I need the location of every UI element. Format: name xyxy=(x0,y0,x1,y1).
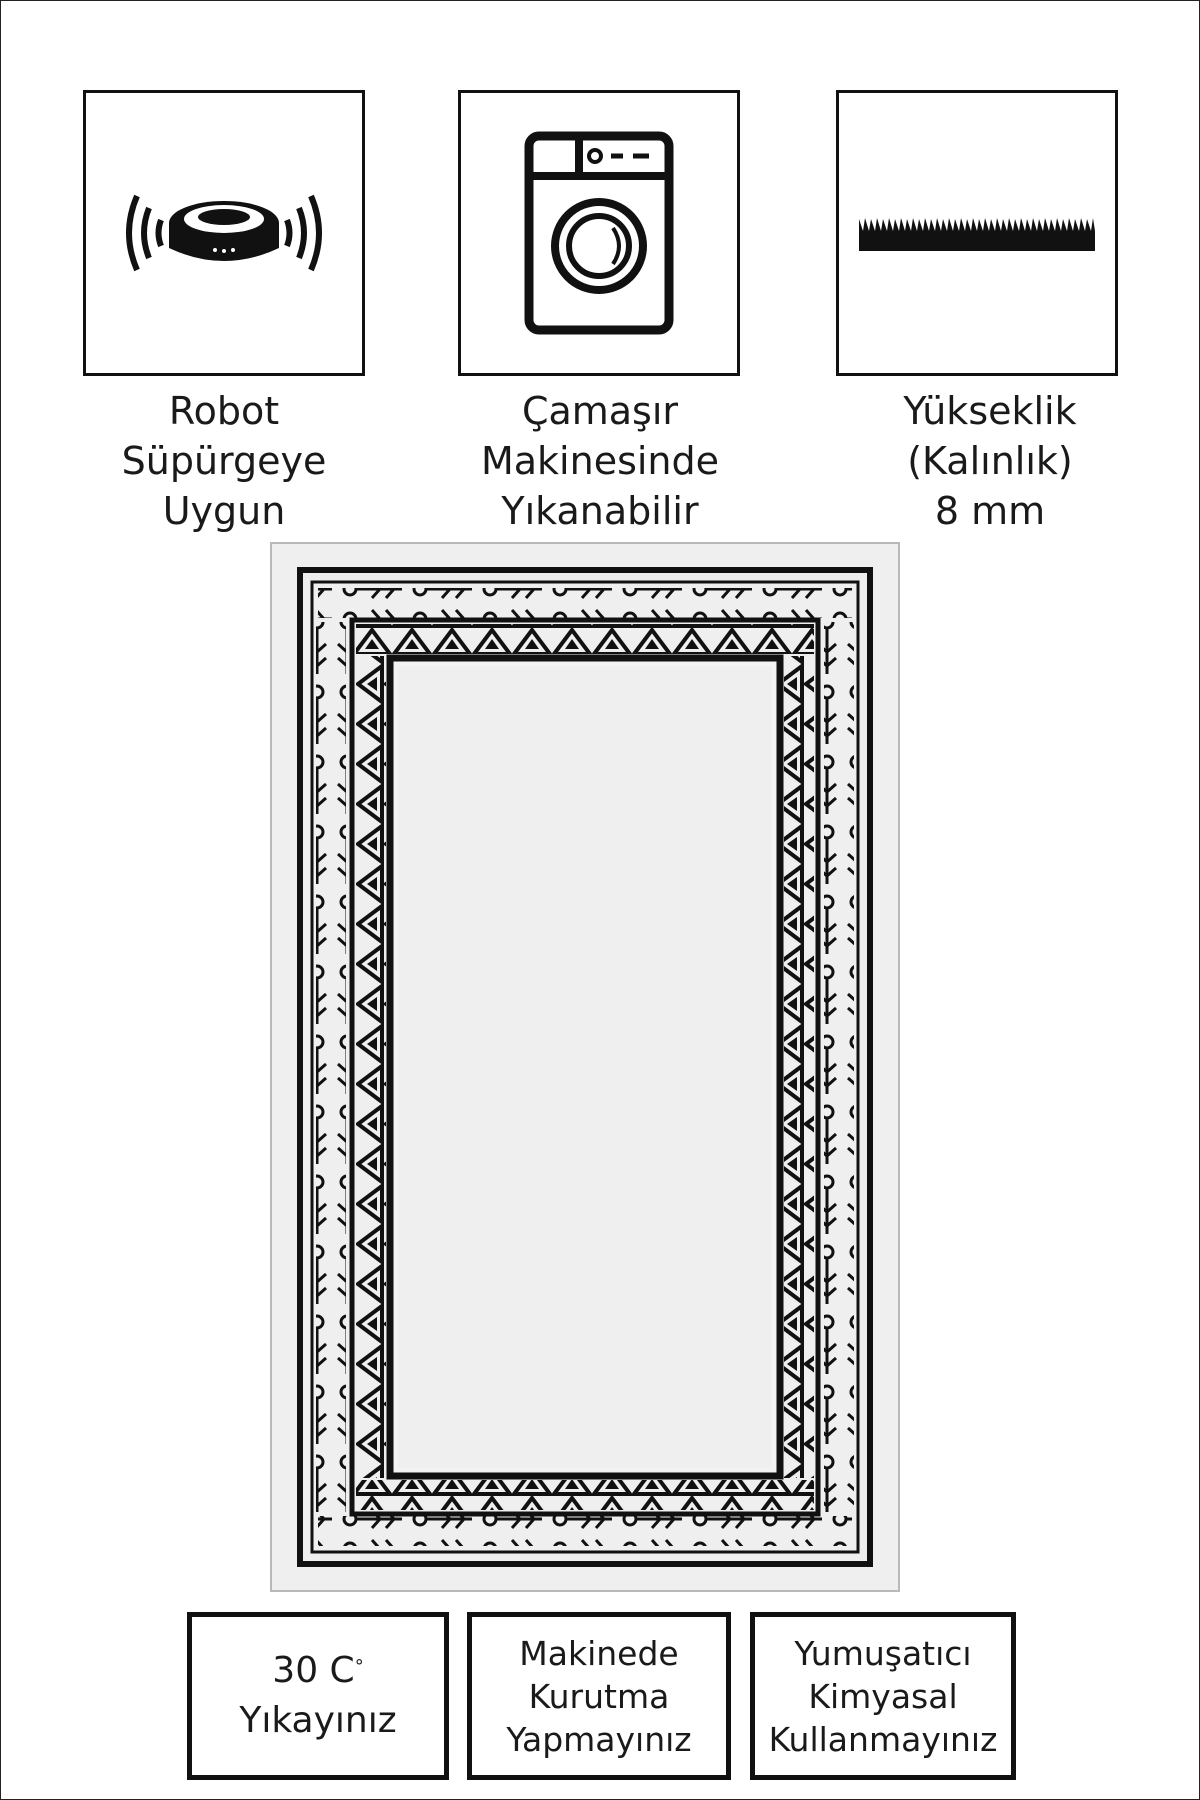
no-softener-line: Yumuşatıcı xyxy=(794,1633,972,1673)
washing-machine-label-line: Çamaşır xyxy=(521,389,679,433)
wash-instruction: Yıkayınız xyxy=(239,1700,397,1741)
pile-height-label-line: 8 mm xyxy=(934,489,1046,533)
robot-vacuum-icon xyxy=(119,178,329,288)
no-softener-line: Kimyasal xyxy=(808,1676,958,1716)
no-machine-dry-line: Kurutma xyxy=(528,1676,670,1716)
robot-vacuum-label-line: Uygun xyxy=(162,489,286,533)
pile-height-label xyxy=(830,386,1150,536)
pile-height-box xyxy=(836,90,1118,376)
washing-machine-icon xyxy=(519,128,679,338)
robot-vacuum-label-line: Robot xyxy=(168,389,280,433)
washing-machine-label-line: Makinesinde xyxy=(480,439,720,483)
no-machine-dry-line: Makinede xyxy=(519,1633,679,1673)
wash-temperature-box xyxy=(187,1612,449,1780)
robot-vacuum-label xyxy=(64,386,384,536)
washing-machine-label-line: Yıkanabilir xyxy=(501,489,699,533)
wash-temp: 30 C xyxy=(272,1650,355,1691)
wash-temp-line xyxy=(272,1646,363,1696)
rug-pattern xyxy=(272,544,898,1590)
pile-height-label-line: (Kalınlık) xyxy=(907,439,1073,483)
washing-machine-label xyxy=(440,386,760,536)
pile-height-label-line: Yükseklik xyxy=(903,389,1077,433)
rug-image xyxy=(270,542,900,1592)
robot-vacuum-box xyxy=(83,90,365,376)
no-softener-box xyxy=(750,1612,1016,1780)
washing-machine-box xyxy=(458,90,740,376)
no-machine-dry-box xyxy=(467,1612,731,1780)
no-softener-line: Kullanmayınız xyxy=(768,1719,998,1759)
pile-height-icon xyxy=(857,213,1097,253)
degree-mark: ° xyxy=(354,1656,364,1677)
no-machine-dry-line: Yapmayınız xyxy=(506,1719,692,1759)
robot-vacuum-label-line: Süpürgeye xyxy=(121,439,327,483)
